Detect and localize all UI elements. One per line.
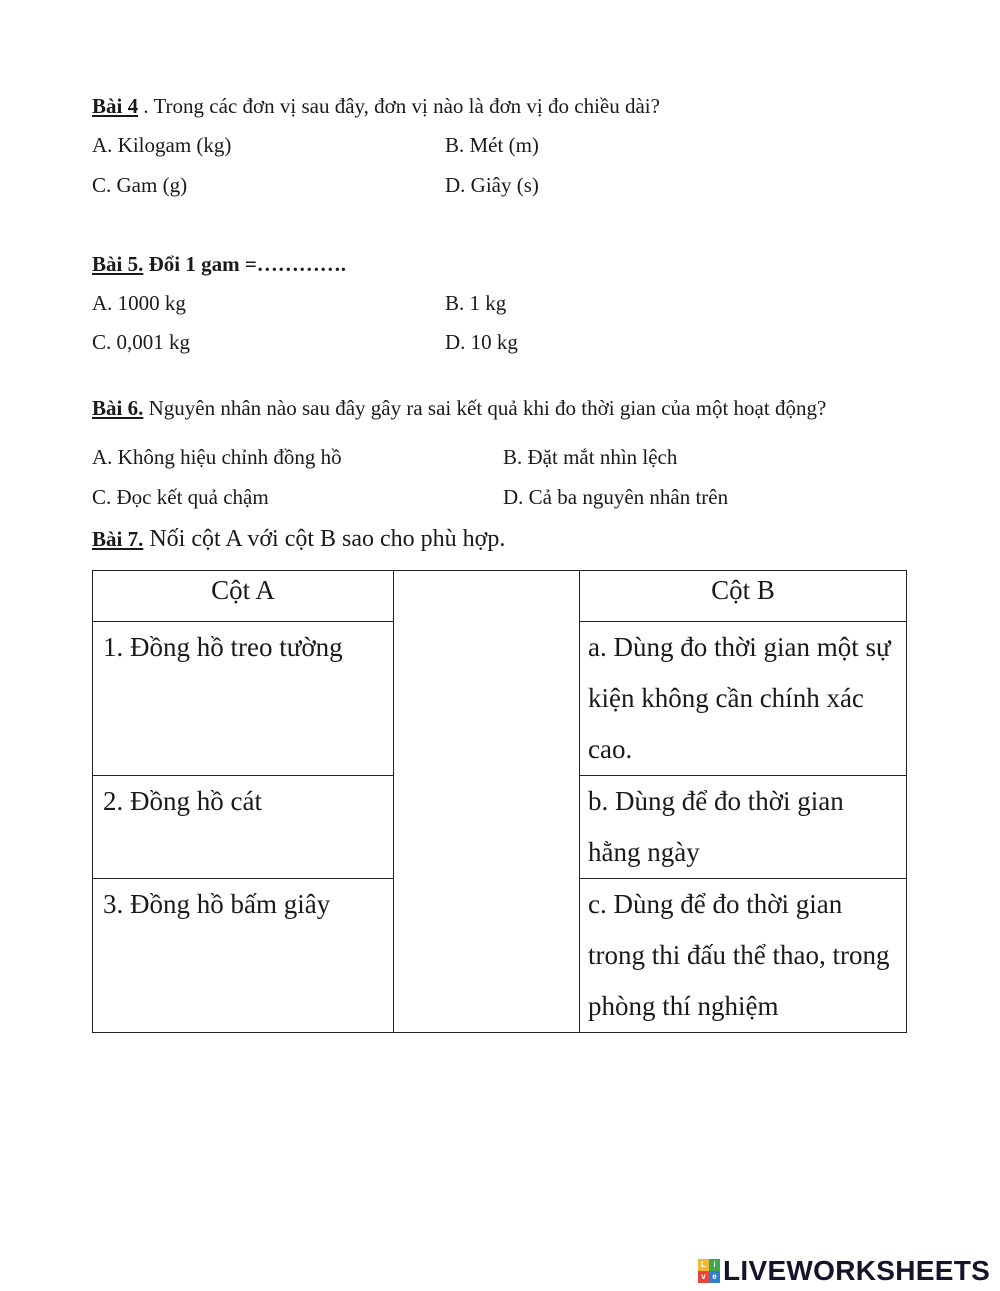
question-4-text: . Trong các đơn vị sau đây, đơn vị nào là đơn vị đo chiều dài? (138, 94, 660, 118)
question-4-title (92, 94, 660, 119)
question-7-title (92, 526, 505, 553)
question-5-text: Đổi 1 gam =…………. (143, 252, 347, 276)
question-6-text: Nguyên nhân nào sau đây gây ra sai kết quả khi đo thời gian của một hoạt động? (143, 396, 827, 420)
header-col-b-label: Cột B (711, 575, 775, 605)
question-6-label: Bài 6. (92, 396, 144, 420)
question-7-label: Bài 7. (92, 527, 144, 551)
col-a-item-3[interactable]: 3. Đồng hồ bấm giây (93, 879, 394, 1033)
q6-option-c[interactable]: C. Đọc kết quả chậm (92, 485, 269, 509)
q6-option-d[interactable]: D. Cả ba nguyên nhân trên (503, 485, 729, 509)
col-b-item-c[interactable]: c. Dùng để đo thời gian trong thi đấu thể thao, trong phòng thí nghiệm (580, 879, 907, 1033)
q4-option-a[interactable]: A. Kilogam (kg) (92, 133, 232, 157)
header-col-a-label: Cột A (211, 575, 275, 605)
q6-option-b[interactable]: B. Đặt mắt nhìn lệch (503, 445, 678, 469)
matching-area[interactable] (394, 571, 580, 1033)
liveworksheets-logo-icon (698, 1259, 720, 1283)
matching-table-header-row (93, 571, 907, 622)
logo-block-1: L (698, 1259, 709, 1271)
liveworksheets-logo (698, 1256, 990, 1286)
q4-option-c[interactable]: C. Gam (g) (92, 173, 188, 197)
question-5-label: Bài 5. (92, 252, 144, 276)
q4-option-b[interactable]: B. Mét (m) (445, 133, 539, 157)
col-a-item-1[interactable]: 1. Đồng hồ treo tường (93, 622, 394, 776)
question-5-title (92, 252, 346, 277)
header-col-b (580, 571, 907, 622)
q5-option-c[interactable]: C. 0,001 kg (92, 330, 191, 354)
col-b-item-b[interactable]: b. Dùng để đo thời gian hằng ngày (580, 776, 907, 879)
logo-block-4: e (709, 1271, 720, 1283)
logo-block-2: i (709, 1259, 720, 1271)
liveworksheets-logo-text: LIVEWORKSHEETS (723, 1255, 991, 1286)
q6-option-a[interactable]: A. Không hiệu chỉnh đồng hồ (92, 445, 342, 469)
q5-option-a[interactable]: A. 1000 kg (92, 291, 186, 315)
logo-block-3: v (698, 1271, 709, 1283)
matching-table (92, 570, 907, 1033)
header-col-a (93, 571, 394, 622)
question-6-title (92, 396, 826, 421)
q4-option-d[interactable]: D. Giây (s) (445, 173, 539, 197)
q5-option-d[interactable]: D. 10 kg (445, 330, 518, 354)
col-a-item-2[interactable]: 2. Đồng hồ cát (93, 776, 394, 879)
question-4-label: Bài 4 (92, 94, 139, 118)
col-b-item-a[interactable]: a. Dùng đo thời gian một sự kiện không cần chính xác cao. (580, 622, 907, 776)
question-7-text: Nối cột A với cột B sao cho phù hợp. (143, 526, 506, 552)
q5-option-b[interactable]: B. 1 kg (445, 291, 507, 315)
